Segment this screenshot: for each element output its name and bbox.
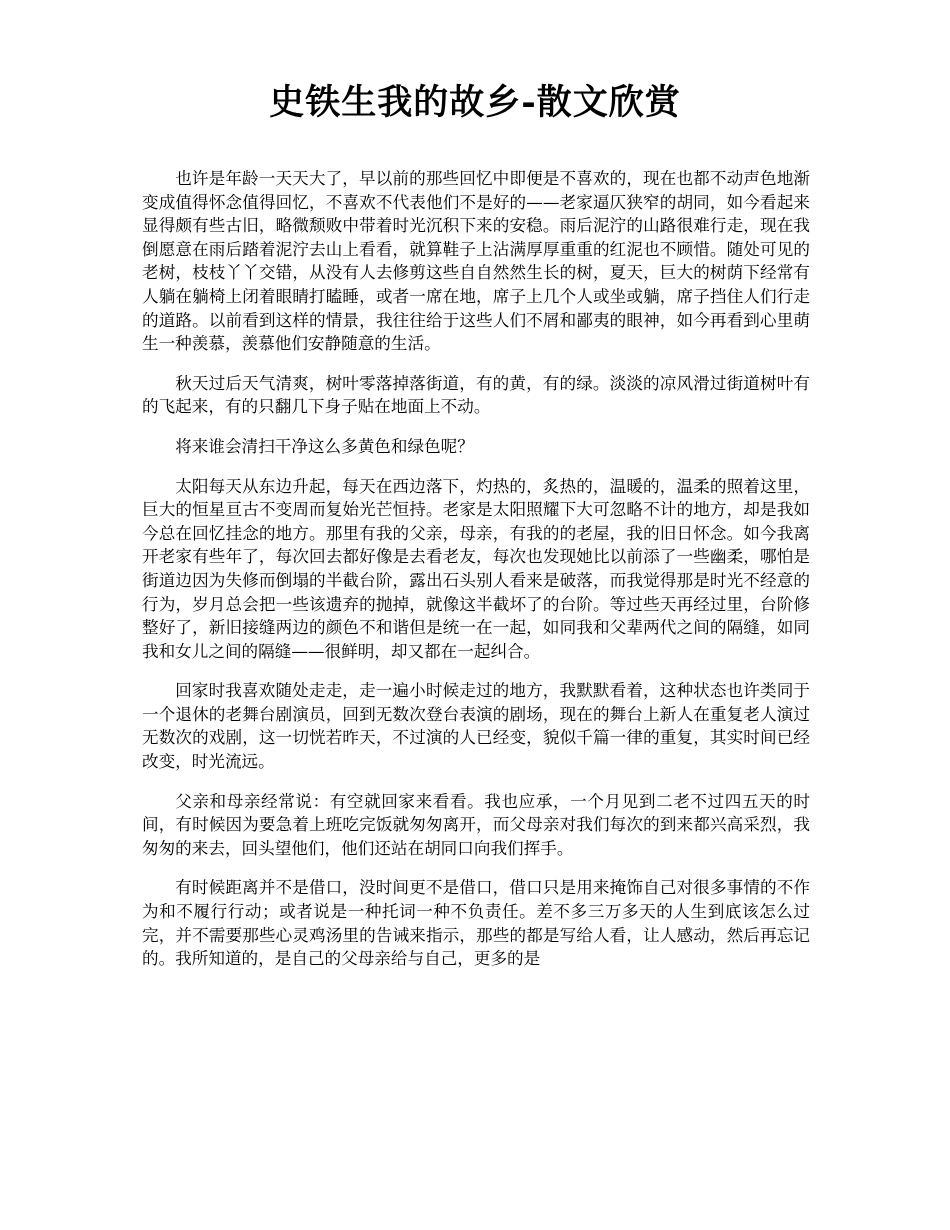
- document-title: 史铁生我的故乡-散文欣赏: [269, 82, 681, 123]
- paragraph: 太阳每天从东边升起，每天在西边落下，灼热的，炙热的，温暖的，温柔的照着这里，巨大的恒星亘古不变周而复始光芒恒持。老家是太阳照耀下大可忽略不计的地方，却是我如今总在回忆挂念的地方。那里有我的父亲，母亲，有我的的老屋，我的旧日怀念。如今我离开老家有些年了，每次回去都好像是去看老友，每次也发现她比以前添了一些幽柔，哪怕是街道边因为失修而倒塌的半截台阶，露出石头别人看来是破落，而我觉得那是时光不经意的行为，岁月总会把一些该遗弃的抛掉，就像这半截坏了的台阶。等过些天再经过里，台阶修整好了，新旧接缝两边的颜色不和谐但是统一在一起，如同我和父辈两代之间的隔缝，如同我和女儿之间的隔缝——很鲜明，却又都在一起纠合。: [142, 476, 810, 661]
- paragraph: 也许是年龄一天天大了，早以前的那些回忆中即便是不喜欢的，现在也都不动声色地渐变成值得怀念值得回忆，不喜欢不代表他们不是好的——老家逼仄狭窄的胡同，如今看起来显得颇有些古旧，略微颓败中带着时光沉积下来的安稳。雨后泥泞的山路很难行走，现在我倒愿意在雨后踏着泥泞去山上看看，就算鞋子上沾满厚厚重重的红泥也不顾惜。随处可见的老树，枝枝丫丫交错，从没有人去修剪这些自自然然生长的树，夏天，巨大的树荫下经常有人躺在躺椅上闭着眼睛打瞌睡，或者一席在地，席子上几个人或坐或躺，席子挡住人们行走的道路。以前看到这样的情景，我往往给于这些人们不屑和鄙夷的眼神，如今再看到心里萌生一种羡慕，羡慕他们安静随意的生活。: [142, 169, 810, 354]
- paragraph: 秋天过后天气清爽，树叶零落掉落街道，有的黄，有的绿。淡淡的凉风滑过街道树叶有的飞起来，有的只翻几下身子贴在地面上不动。: [142, 373, 810, 417]
- paragraph: 有时候距离并不是借口，没时间更不是借口，借口只是用来掩饰自己对很多事情的不作为和不履行行动；或者说是一种托词一种不负责任。差不多三万多天的人生到底该怎么过完，并不需要那些心灵鸡汤里的告诫来指示，那些的都是写给人看，让人感动，然后再忘记的。我所知道的，是自己的父母亲给与自己，更多的是: [142, 878, 810, 969]
- paragraph: 将来谁会清扫干净这么多黄色和绿色呢？: [175, 436, 474, 456]
- paragraph: 父亲和母亲经常说：有空就回家来看看。我也应承，一个月见到二老不过四五天的时间，有时候因为要急着上班吃完饭就匆匆离开，而父母亲对我们每次的到来都兴高采烈，我匆匆的来去，回头望他们，他们还站在胡同口向我们挥手。: [142, 791, 810, 858]
- document-body: [142, 167, 810, 987]
- paragraph: 回家时我喜欢随处走走，走一遍小时候走过的地方，我默默看着，这种状态也许类同于一个退休的老舞台剧演员，回到无数次登台表演的剧场，现在的舞台上新人在重复老人演过无数次的戏剧，这一切恍若昨天，不过演的人已经变，貌似千篇一律的重复，其实时间已经改变，时光流远。: [142, 681, 810, 772]
